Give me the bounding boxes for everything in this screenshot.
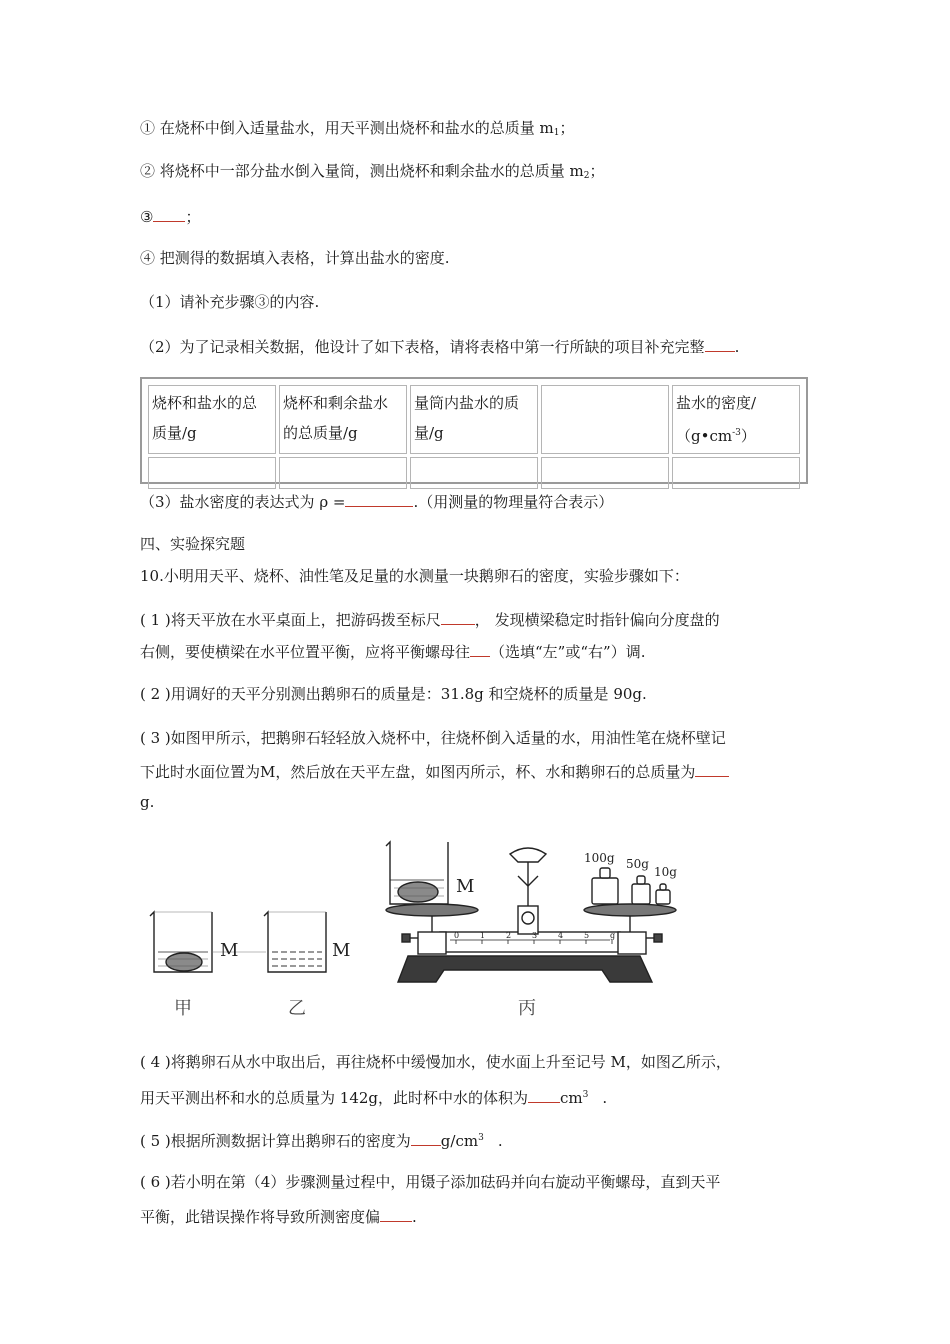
step-4: ④ 把测得的数据填入表格，计算出盐水的密度. xyxy=(140,249,450,267)
table-cell[interactable] xyxy=(410,457,538,489)
table-cell[interactable] xyxy=(672,457,800,489)
blank-bias[interactable] xyxy=(380,1205,412,1222)
problem-10-part-2: ( 2 )用调好的天平分别测出鹅卵石的质量是：31.8g 和空烧杯的质量是 90g. xyxy=(140,685,647,703)
blank-direction[interactable] xyxy=(470,640,490,657)
question-1: （1）请补充步骤③的内容. xyxy=(140,293,320,311)
beaker-jia xyxy=(150,912,266,972)
table-header-row xyxy=(148,385,800,454)
table-cell[interactable] xyxy=(279,457,407,489)
problem-10-part-1: ( 1 )将天平放在水平桌面上，把游码拨至标尺 ， 发现横梁稳定时指针偏向分度盘的 xyxy=(140,608,720,630)
problem-10-part-4-cont: 用天平测出杯和水的总质量为 142g，此时杯中水的体积为 $cm^3$ . xyxy=(140,1085,607,1108)
problem-10-part-3: ( 3 )如图甲所示，把鹅卵石轻轻放入烧杯中，往烧杯倒入适量的水，用油性笔在烧杯壁记 xyxy=(140,729,726,747)
step-3-blank[interactable] xyxy=(153,205,185,222)
table-header-cell: 烧杯和剩余盐水 的总质量/g xyxy=(279,385,407,454)
question-3-blank[interactable] xyxy=(345,490,413,507)
table-cell[interactable] xyxy=(541,457,669,489)
weight-label-100g: 100g xyxy=(584,851,615,865)
label-yi: 乙 xyxy=(288,998,306,1019)
scale-tick-label: 4 xyxy=(558,931,564,940)
scale-tick-label: 5 xyxy=(584,931,590,940)
problem-10-intro: 10.小明用天平、烧杯、油性笔及足量的水测量一块鹅卵石的密度，实验步骤如下： xyxy=(140,567,689,585)
weight-label-10g: 10g xyxy=(654,865,677,879)
scale-tick-label: 3 xyxy=(532,931,538,940)
scale-tick-label: 1 xyxy=(480,931,486,940)
scale-tick-label: g xyxy=(610,931,616,940)
blank-total-mass[interactable] xyxy=(695,760,729,777)
blank-water-volume[interactable] xyxy=(528,1086,560,1103)
question-2-blank[interactable] xyxy=(705,335,735,352)
section-title: 四、实验探究题 xyxy=(140,535,246,553)
label-m-yi: M xyxy=(332,940,351,961)
table-row xyxy=(148,457,800,489)
pebble xyxy=(166,953,202,971)
table-header-cell-missing[interactable] xyxy=(541,385,669,454)
step-1: ① 在烧杯中倒入适量盐水，用天平测出烧杯和盐水的总质量 $m_1$； xyxy=(140,119,575,138)
data-table xyxy=(140,377,808,484)
scale-tick-label: 2 xyxy=(506,931,512,940)
label-jia: 甲 xyxy=(174,998,192,1019)
label-m-bing: M xyxy=(456,876,475,897)
label-m-jia: M xyxy=(220,940,239,961)
weight-label-50g: 50g xyxy=(626,857,649,871)
experiment-figure xyxy=(140,832,700,1032)
table-header-cell: 烧杯和盐水的总 质量/g xyxy=(148,385,276,454)
table-header-cell: 量筒内盐水的质 量/g xyxy=(410,385,538,454)
label-bing: 丙 xyxy=(518,998,536,1019)
problem-10-part-6: ( 6 )若小明在第（4）步骤测量过程中，用镊子添加砝码并向右旋动平衡螺母，直到天平 xyxy=(140,1173,721,1191)
problem-10-part-6-cont: 平衡，此错误操作将导致所测密度偏 . xyxy=(140,1205,417,1227)
problem-10-part-4: ( 4 )将鹅卵石从水中取出后，再往烧杯中缓慢加水，使水面上升至记号 M，如图乙所示， xyxy=(140,1053,731,1071)
step-2: ② 将烧杯中一部分盐水倒入量筒，测出烧杯和剩余盐水的总质量 $m_2$； xyxy=(140,162,605,181)
beaker-yi xyxy=(264,912,326,972)
problem-10-part-3-unit: g. xyxy=(140,793,155,811)
question-3: （3）盐水密度的表达式为 ρ = .（用测量的物理量符合表示） xyxy=(140,490,613,512)
step-3: ③ ； xyxy=(140,205,200,227)
table-header-cell: 盐水的密度/ $(g•cm^{-3})$ xyxy=(672,385,800,454)
problem-10-part-5: ( 5 )根据所测数据计算出鹅卵石的密度为 $g/cm^3$ . xyxy=(140,1128,503,1151)
table-cell[interactable] xyxy=(148,457,276,489)
question-2: （2）为了记录相关数据，他设计了如下表格，请将表格中第一行所缺的项目补充完整 . xyxy=(140,335,739,357)
problem-10-part-1-cont: 右侧，要使横梁在水平位置平衡，应将平衡螺母往 （选填“左”或“右”）调. xyxy=(140,640,645,662)
blank-scale-position[interactable] xyxy=(441,608,475,625)
problem-10-part-3-cont: 下此时水面位置为M，然后放在天平左盘，如图丙所示，杯、水和鹅卵石的总质量为 xyxy=(140,760,729,782)
scale-tick-label: 0 xyxy=(454,931,460,940)
blank-density[interactable] xyxy=(411,1129,441,1146)
